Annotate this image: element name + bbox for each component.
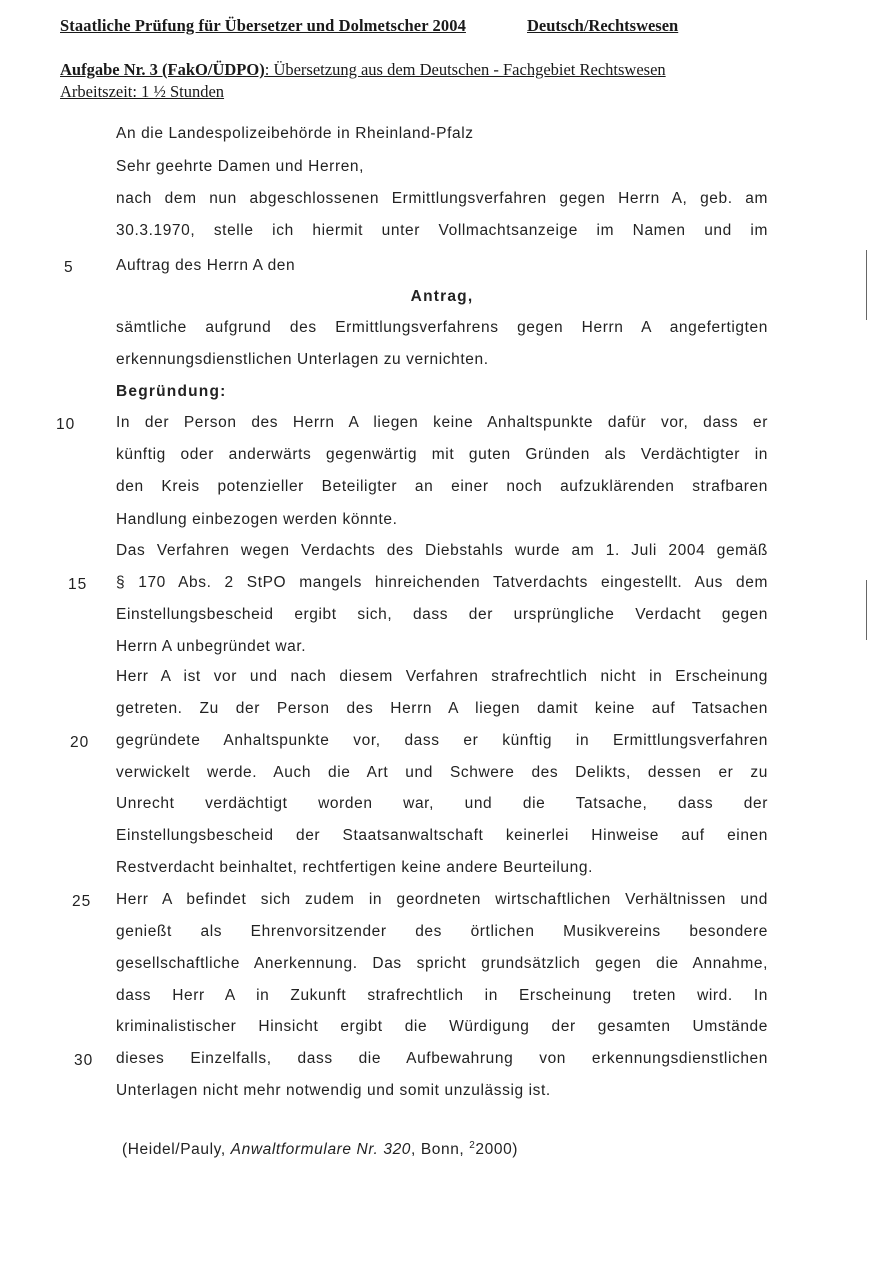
body-line: gesellschaftliche Anerkennung. Das spricht grundsätzlich gegen die Annahme, [116, 955, 768, 972]
citation-place: , Bonn, [411, 1141, 470, 1159]
body-line: kriminalistischer Hinsicht ergibt die Würdigung der gesamten Umstände [116, 1018, 768, 1035]
exam-subject: Deutsch/Rechtswesen [527, 16, 679, 35]
body-line: Unterlagen nicht mehr notwendig und somit unzulässig ist. [116, 1082, 551, 1099]
line-number: 20 [70, 734, 90, 751]
body-line: nach dem nun abgeschlossenen Ermittlungsverfahren gegen Herrn A, geb. am [116, 190, 768, 207]
task-description: : Übersetzung aus dem Deutschen - Fachgebiet Rechtswesen [264, 60, 666, 79]
line-number: 25 [72, 893, 92, 910]
request-heading: Antrag, [410, 288, 474, 305]
working-time: Arbeitszeit: 1 ½ Stunden [60, 82, 225, 101]
recipient-line: An die Landespolizeibehörde in Rheinland-Pfalz [116, 125, 474, 142]
body-line: Herr A ist vor und nach diesem Verfahren strafrechtlich nicht in Erscheinung [116, 668, 768, 685]
body-line: sämtliche aufgrund des Ermittlungsverfahrens gegen Herrn A angefertigten [116, 319, 768, 336]
body-line: künftig oder anderwärts gegenwärtig mit guten Gründen als Verdächtigter in [116, 446, 768, 463]
citation-year: 2000) [475, 1141, 519, 1159]
exam-title: Staatliche Prüfung für Übersetzer und Dolmetscher 2004 [60, 16, 466, 35]
body-line: erkennungsdienstlichen Unterlagen zu vernichten. [116, 351, 489, 368]
body-line: Das Verfahren wegen Verdachts des Diebstahls wurde am 1. Juli 2004 gemäß [116, 542, 768, 559]
line-number: 30 [74, 1052, 94, 1069]
body-line: Auftrag des Herrn A den [116, 257, 296, 274]
body-line: verwickelt werde. Auch die Art und Schwere des Delikts, dessen er zu [116, 764, 768, 781]
line-number: 5 [64, 259, 74, 276]
citation-authors: (Heidel/Pauly, [122, 1141, 231, 1159]
body-line: getreten. Zu der Person des Herrn A liegen damit keine auf Tatsachen [116, 700, 768, 717]
body-line: Herrn A unbegründet war. [116, 638, 307, 655]
line-number: 15 [68, 576, 88, 593]
task-heading [60, 60, 666, 80]
body-line: Herr A befindet sich zudem in geordneten wirtschaftlichen Verhältnissen und [116, 891, 768, 908]
body-line: Einstellungsbescheid der Staatsanwaltschaft keinerlei Hinweise auf einen [116, 827, 768, 844]
body-line: 30.3.1970, stelle ich hiermit unter Vollmachtsanzeige im Namen und im [116, 222, 768, 239]
body-line: genießt als Ehrenvorsitzender des örtlichen Musikvereins besondere [116, 923, 768, 940]
reasoning-heading: Begründung: [116, 383, 227, 400]
line-number: 10 [56, 416, 76, 433]
body-line: dieses Einzelfalls, dass die Aufbewahrung von erkennungsdienstlichen [116, 1050, 768, 1067]
source-citation [122, 1140, 518, 1159]
citation-edition: 2 [469, 1140, 476, 1151]
task-number: Aufgabe Nr. 3 (FakO/ÜDPO) [60, 60, 265, 79]
salutation-line: Sehr geehrte Damen und Herren, [116, 158, 365, 175]
body-line: den Kreis potenzieller Beteiligter an einer noch aufzuklärenden strafbaren [116, 478, 768, 495]
body-line: Unrecht verdächtigt worden war, und die Tatsache, dass der [116, 795, 768, 812]
body-line: dass Herr A in Zukunft strafrechtlich in Erscheinung treten wird. In [116, 987, 768, 1004]
body-line: § 170 Abs. 2 StPO mangels hinreichenden Tatverdachts eingestellt. Aus dem [116, 574, 768, 591]
scan-margin-mark [866, 250, 867, 320]
body-line: In der Person des Herrn A liegen keine Anhaltspunkte dafür vor, dass er [116, 414, 768, 431]
body-line: Restverdacht beinhaltet, rechtfertigen keine andere Beurteilung. [116, 859, 593, 876]
scan-margin-mark [866, 580, 867, 640]
body-line: Einstellungsbescheid ergibt sich, dass der ursprüngliche Verdacht gegen [116, 606, 768, 623]
body-line: gegründete Anhaltspunkte vor, dass er künftig in Ermittlungsverfahren [116, 732, 768, 749]
body-line: Handlung einbezogen werden könnte. [116, 511, 398, 528]
citation-work: Anwaltformulare Nr. 320 [230, 1141, 412, 1159]
